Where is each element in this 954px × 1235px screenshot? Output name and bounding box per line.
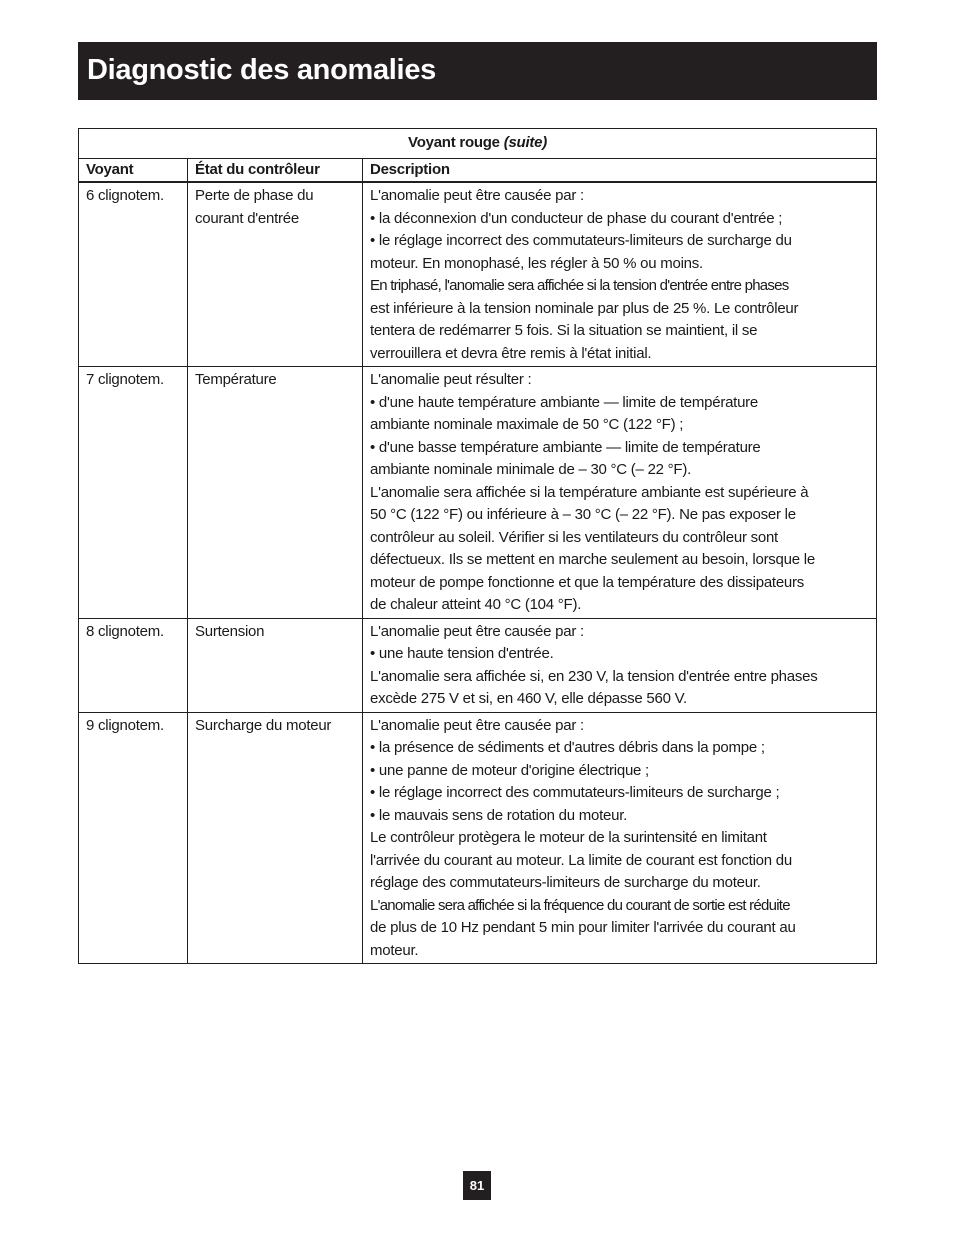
table-row	[79, 367, 877, 619]
page-title-bar	[78, 42, 877, 100]
description-line: excède 275 V et si, en 460 V, elle dépasse 560 V.	[370, 690, 687, 707]
description-line: L'anomalie peut résulter :	[370, 371, 532, 388]
description-line: Le contrôleur protègera le moteur de la surintensité en limitant	[370, 829, 767, 846]
description-line: • le mauvais sens de rotation du moteur.	[370, 806, 628, 824]
description-line: L'anomalie peut être causée par :	[370, 716, 584, 734]
etat-cell: Température	[188, 367, 363, 619]
description-line: • d'une basse température ambiante — limite de température	[370, 438, 761, 456]
description-line: de chaleur atteint 40 °C (104 °F).	[370, 596, 582, 613]
description-line: • une haute tension d'entrée.	[370, 645, 554, 662]
description-line: est inférieure à la tension nominale par plus de 25 %. Le contrôleur	[370, 299, 799, 317]
description-line: • le réglage incorrect des commutateurs-limiteurs de surcharge du	[370, 232, 792, 249]
description-line: ambiante nominale maximale de 50 °C (122 °F) ;	[370, 416, 684, 433]
description-line: • d'une haute température ambiante — limite de température	[370, 393, 759, 411]
description-line: verrouillera et devra être remis à l'état initial.	[370, 344, 652, 362]
table-row	[79, 712, 877, 964]
description-line: • une panne de moteur d'origine électrique ;	[370, 761, 649, 779]
column-header-voyant: Voyant	[79, 159, 188, 183]
column-header-description: Description	[363, 159, 877, 183]
description-line: de plus de 10 Hz pendant 5 min pour limiter l'arrivée du courant au	[370, 919, 796, 936]
description-line: • la déconnexion d'un conducteur de phase du courant d'entrée ;	[370, 209, 783, 227]
etat-cell: Surcharge du moteur	[188, 712, 363, 964]
description-line: défectueux. Ils se mettent en marche seulement au besoin, lorsque le	[370, 551, 815, 568]
description-line: réglage des commutateurs-limiteurs de surcharge du moteur.	[370, 874, 761, 891]
description-line: moteur. En monophasé, les régler à 50 % ou moins.	[370, 254, 703, 272]
table-caption-main: Voyant rouge	[408, 134, 504, 152]
voyant-cell: 6 clignotem.	[79, 182, 188, 367]
description-line: moteur.	[370, 941, 419, 959]
description-line: contrôleur au soleil. Vérifier si les ventilateurs du contrôleur sont	[370, 528, 778, 546]
description-cell	[363, 182, 877, 367]
description-cell	[363, 712, 877, 964]
description-cell	[363, 618, 877, 712]
description-line: 50 °C (122 °F) ou inférieure à – 30 °C (– 22 °F). Ne pas exposer le	[370, 506, 796, 523]
page-title: Diagnostic des anomalies	[87, 54, 436, 86]
table-caption-suffix: (suite)	[503, 134, 547, 152]
description-cell	[363, 367, 877, 619]
table-row	[79, 182, 877, 367]
description-line: tentera de redémarrer 5 fois. Si la situation se maintient, il se	[370, 322, 758, 339]
description-line: ambiante nominale minimale de – 30 °C (– 22 °F).	[370, 461, 691, 478]
description-line: l'arrivée du courant au moteur. La limite de courant est fonction du	[370, 851, 792, 869]
table-row	[79, 618, 877, 712]
column-header-etat: État du contrôleur	[188, 159, 363, 183]
description-line: L'anomalie sera affichée si la fréquence du courant de sortie est réduite	[370, 896, 790, 914]
voyant-cell: 7 clignotem.	[79, 367, 188, 619]
description-line: L'anomalie sera affichée si, en 230 V, la tension d'entrée entre phases	[370, 667, 818, 685]
description-line: L'anomalie sera affichée si la température ambiante est supérieure à	[370, 483, 809, 501]
description-line: En triphasé, l'anomalie sera affichée si la tension d'entrée entre phases	[370, 277, 789, 294]
table-caption	[79, 129, 877, 159]
description-line: moteur de pompe fonctionne et que la température des dissipateurs	[370, 573, 805, 591]
description-line: • le réglage incorrect des commutateurs-limiteurs de surcharge ;	[370, 784, 780, 801]
etat-cell: Perte de phase du courant d'entrée	[188, 182, 363, 367]
description-line: L'anomalie peut être causée par :	[370, 622, 584, 640]
page-number: 81	[463, 1171, 491, 1200]
etat-cell: Surtension	[188, 618, 363, 712]
voyant-cell: 8 clignotem.	[79, 618, 188, 712]
description-line: L'anomalie peut être causée par :	[370, 187, 584, 204]
diagnostic-table	[78, 128, 877, 964]
voyant-cell: 9 clignotem.	[79, 712, 188, 964]
description-line: • la présence de sédiments et d'autres débris dans la pompe ;	[370, 739, 765, 756]
